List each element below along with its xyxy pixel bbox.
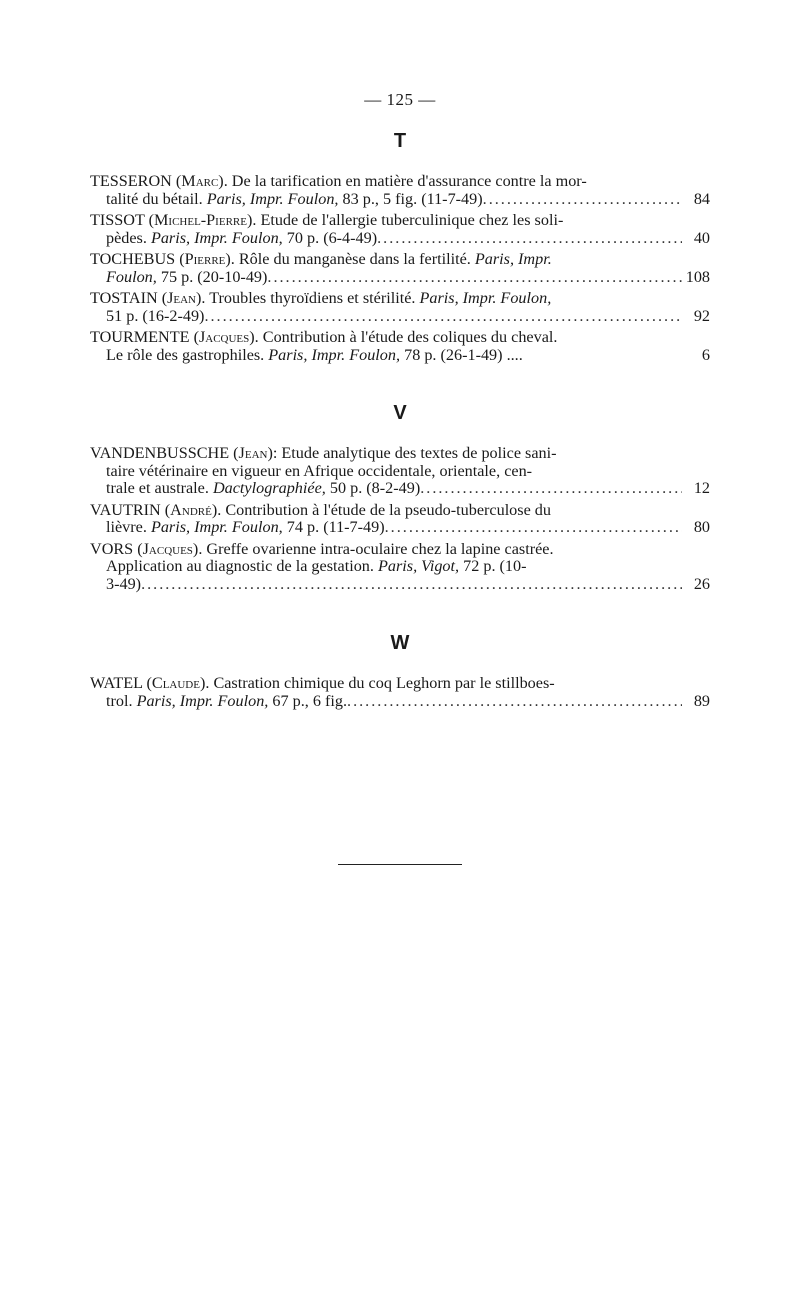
list-item: TOSTAIN (Jean). Troubles thyroïdiens et stérilité. Paris, Impr. Foulon, 51 p. (16-2-49) ..... 92 <box>90 290 710 325</box>
section-t <box>90 130 710 368</box>
entry-page-number: 89 <box>693 691 710 710</box>
list-item: VAUTRIN (André). Contribution à l'étude de la pseudo-tuberculose du lièvre. Paris, Impr. Foulon, 74 p. (11-7-49) ..... 80 <box>90 502 710 537</box>
list-item: TOCHEBUS (Pierre). Rôle du manganèse dans la fertilité. Paris, Impr. Foulon, 75 p. (20-10-49) ..... 108 <box>90 251 710 286</box>
section-v <box>90 402 710 597</box>
entry-page-number: 92 <box>693 306 710 325</box>
list-item: VANDENBUSSCHE (Jean): Etude analytique des textes de police sani- taire vétérinaire en vigueur en Afrique occidentale, orientale, cen- trale et australe. Dactylographiée, 50 p. (8-2-49) ..... 12 <box>90 445 710 498</box>
list-item: TESSERON (Marc). De la tarification en matière d'assurance contre la mor- talité du bétail. Paris, Impr. Foulon, 83 p., 5 fig. (11-7-49) ..... 84 <box>90 173 710 208</box>
entry-page-number: 26 <box>693 574 710 593</box>
author-name: VORS <box>90 539 134 558</box>
author-name: VANDENBUSSCHE <box>90 444 230 462</box>
section-w <box>90 632 710 714</box>
list-item: VORS (Jacques). Greffe ovarienne intra-oculaire chez la lapine castrée. Application au diagnostic de la gestation. Paris, Vigot, 72 p. (10- 3-49) ..... 26 <box>90 541 710 594</box>
entry-page-number: 108 <box>685 267 710 286</box>
entry-page-number: 12 <box>693 479 710 497</box>
entry-page-number: 6 <box>701 345 710 364</box>
author-name: WATEL <box>90 674 143 692</box>
entry-page-number: 40 <box>693 228 710 247</box>
author-name: TOURMENTE <box>90 328 190 346</box>
section-letter: V <box>393 402 407 424</box>
author-name: TESSERON <box>90 172 172 190</box>
list-item: WATEL (Claude). Castration chimique du coq Leghorn par le stillboes- trol. Paris, Impr. Foulon, 67 p., 6 fig. ..... 89 <box>90 675 710 710</box>
page-number: — 125 — <box>364 90 436 109</box>
list-item: TOURMENTE (Jacques). Contribution à l'étude des coliques du cheval. Le rôle des gastrophiles. Paris, Impr. Foulon, 78 p. (26-1-49) .... 6 <box>90 328 710 364</box>
list-item: TISSOT (Michel-Pierre). Etude de l'allergie tuberculinique chez les soli- pèdes. Paris, Impr. Foulon, 70 p. (6-4-49) ..... 40 <box>90 212 710 247</box>
author-name: TISSOT <box>90 211 145 229</box>
author-name: TOCHEBUS <box>90 250 176 268</box>
section-letter: W <box>390 632 410 654</box>
closing-rule <box>338 864 462 865</box>
section-letter: T <box>393 130 407 152</box>
author-name: TOSTAIN <box>90 289 158 307</box>
entry-page-number: 84 <box>693 189 710 208</box>
author-name: VAUTRIN <box>90 500 161 519</box>
entry-page-number: 80 <box>693 518 710 536</box>
